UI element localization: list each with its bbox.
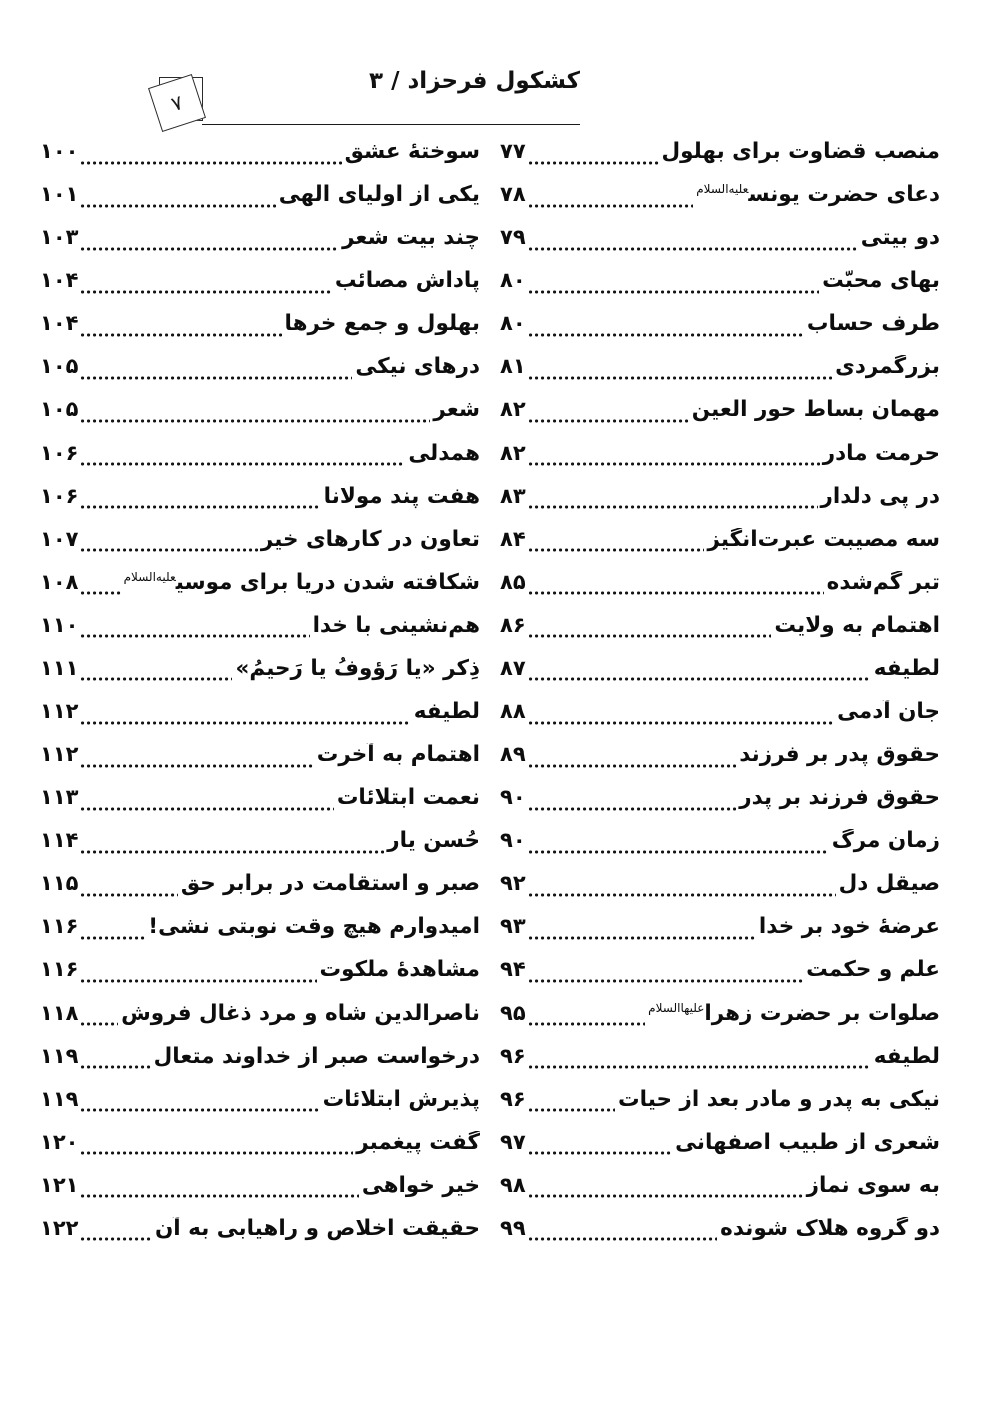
toc-dot-leader (529, 1231, 718, 1245)
toc-entry-page-number: ۱۰۱ (40, 183, 79, 207)
toc-entry[interactable] (40, 140, 480, 183)
toc-dot-leader (81, 155, 341, 169)
toc-dot-leader (529, 671, 871, 685)
toc-entry[interactable] (500, 1217, 940, 1260)
toc-entry-title: شکافته شدن دریا برای موسی$^{علیه‌السلام}$ (123, 570, 480, 595)
toc-entry-page-number: ۱۰۵ (40, 398, 79, 422)
toc-dot-leader (81, 1188, 358, 1202)
page-header (150, 62, 580, 142)
toc-entry[interactable] (40, 442, 480, 485)
toc-dot-leader (529, 155, 659, 169)
toc-entry-page-number: ۱۰۶ (40, 441, 79, 465)
toc-entry-page-number: ۱۰۳ (40, 226, 79, 250)
toc-entry[interactable] (500, 140, 940, 183)
toc-dot-leader (529, 499, 818, 513)
toc-entry-page-number: ۱۱۳ (40, 786, 79, 810)
toc-entry[interactable] (40, 269, 480, 312)
toc-entry-title: نعمت ابتلائات (336, 786, 480, 811)
toc-entry[interactable] (40, 1088, 480, 1131)
toc-entry-page-number: ۱۰۰ (40, 140, 79, 163)
toc-column-left (40, 140, 480, 1260)
toc-entry-title: شعری از طبیب اصفهانی (675, 1130, 940, 1155)
toc-entry[interactable] (500, 1002, 940, 1045)
toc-dot-leader (529, 542, 705, 556)
toc-entry-title: پاداش مصائب (334, 269, 480, 294)
toc-entry-title: اهتمام به آخرت (316, 743, 480, 768)
toc-dot-leader (81, 930, 145, 944)
toc-entry[interactable] (40, 1217, 480, 1260)
toc-entry-title: صیقل دل (838, 872, 940, 897)
toc-entry[interactable] (40, 1002, 480, 1045)
toc-entry-title: درهای نیکی (355, 355, 480, 380)
toc-entry[interactable] (40, 485, 480, 528)
toc-entry[interactable] (40, 355, 480, 398)
toc-entry-page-number: ۹۰ (500, 829, 526, 853)
honorific-mark: علیهاالسلام (648, 1001, 705, 1015)
toc-dot-leader (529, 1102, 615, 1116)
toc-entry-page-number: ۸۰ (500, 269, 526, 293)
toc-dot-leader (81, 1059, 150, 1073)
toc-dot-leader (529, 585, 824, 599)
toc-dot-leader (81, 1145, 353, 1159)
toc-dot-leader (529, 1145, 673, 1159)
toc-entry-page-number: ۸۴ (500, 527, 526, 551)
toc-entry-title: دو بیتی (860, 226, 940, 251)
toc-entry-title: حُسن یار (387, 829, 480, 854)
toc-entry-page-number: ۸۹ (500, 743, 526, 767)
toc-entry-title: لطیفه (873, 656, 940, 681)
toc-entry-title: هم‌نشینی با خدا (312, 613, 480, 638)
toc-entry[interactable] (40, 657, 480, 700)
toc-entry-title: تبر گم‌شده (826, 570, 940, 595)
toc-entry[interactable] (40, 1131, 480, 1174)
toc-entry[interactable] (500, 1045, 940, 1088)
toc-entry-title: دو گروه هلاک شونده (720, 1216, 940, 1241)
toc-dot-leader (529, 930, 756, 944)
toc-entry[interactable] (500, 226, 940, 269)
toc-entry-title: ذِکر «یا رَؤوفُ یا رَحیمُ» (235, 656, 480, 681)
toc-entry[interactable] (40, 571, 480, 614)
toc-entry-page-number: ۸۳ (500, 484, 526, 508)
toc-entry-title: اهتمام به ولایت (774, 613, 940, 638)
toc-dot-leader (81, 327, 281, 341)
toc-entry[interactable] (40, 1045, 480, 1088)
toc-dot-leader (529, 198, 694, 212)
toc-entry-title: در پی دلدار (820, 484, 940, 509)
toc-entry-title: بهلول و جمع خرها (284, 312, 480, 337)
toc-entry-page-number: ۱۱۶ (40, 958, 79, 982)
toc-entry[interactable] (500, 958, 940, 1001)
toc-entry[interactable] (500, 1131, 940, 1174)
toc-entry-page-number: ۸۶ (500, 613, 526, 637)
toc-entry[interactable] (500, 743, 940, 786)
toc-entry[interactable] (500, 355, 940, 398)
toc-entry-page-number: ۸۱ (500, 355, 526, 379)
toc-entry-page-number: ۱۱۹ (40, 1044, 79, 1068)
toc-entry[interactable] (500, 614, 940, 657)
toc-entry-title: مشاهدۀ ملکوت (319, 958, 480, 983)
toc-entry-title: صلوات بر حضرت زهرا$^{علیهاالسلام}$ (648, 1001, 940, 1026)
toc-dot-leader (529, 628, 772, 642)
toc-entry[interactable] (40, 226, 480, 269)
toc-entry-title: شعر (433, 398, 480, 423)
toc-entry-page-number: ۱۰۸ (40, 570, 79, 594)
toc-dot-leader (529, 887, 836, 901)
toc-dot-leader (81, 542, 257, 556)
toc-dot-leader (81, 499, 320, 513)
toc-dot-leader (81, 715, 410, 729)
toc-entry-page-number: ۸۸ (500, 700, 526, 724)
toc-entry[interactable] (500, 1174, 940, 1217)
toc-entry-page-number: ۷۹ (500, 226, 526, 250)
toc-entry[interactable] (500, 786, 940, 829)
toc-dot-leader (529, 284, 819, 298)
toc-entry-page-number: ۹۷ (500, 1130, 526, 1154)
toc-dot-leader (81, 844, 384, 858)
toc-entry[interactable] (40, 183, 480, 226)
honorific-mark: علیه‌السلام (696, 183, 749, 197)
toc-dot-leader (529, 1016, 646, 1030)
toc-entry-title: لطیفه (413, 700, 480, 725)
toc-entry-title: حقیقت اخلاص و راهیابی به آن (154, 1216, 480, 1241)
toc-entry-title: بزرگمردی (835, 355, 940, 380)
toc-entry-page-number: ۱۱۱ (40, 656, 79, 680)
toc-entry-page-number: ۱۲۱ (40, 1173, 79, 1197)
toc-entry-page-number: ۱۱۵ (40, 872, 79, 896)
toc-entry[interactable] (500, 915, 940, 958)
toc-entry-page-number: ۸۰ (500, 312, 526, 336)
toc-entry[interactable] (500, 312, 940, 355)
toc-entry-title: پذیرش ابتلائات (322, 1087, 480, 1112)
toc-entry-page-number: ۱۲۲ (40, 1216, 79, 1240)
toc-entry[interactable] (40, 398, 480, 441)
toc-entry[interactable] (40, 872, 480, 915)
toc-entry-title: درخواست صبر از خداوند متعال (153, 1044, 480, 1069)
toc-entry-page-number: ۸۲ (500, 398, 526, 422)
toc-entry-title: علم و حکمت (806, 958, 940, 983)
toc-entry[interactable] (500, 485, 940, 528)
toc-entry-page-number: ۹۸ (500, 1173, 526, 1197)
page-number: ۷ (168, 89, 186, 117)
toc-entry[interactable] (500, 528, 940, 571)
toc-dot-leader (529, 1059, 871, 1073)
toc-entry-title: دعای حضرت یونس$^{علیه‌السلام}$ (696, 183, 940, 208)
toc-dot-leader (81, 585, 120, 599)
toc-dot-leader (81, 887, 177, 901)
toc-entry-page-number: ۱۱۴ (40, 829, 79, 853)
toc-entry[interactable] (40, 528, 480, 571)
toc-dot-leader (81, 973, 316, 987)
toc-entry[interactable] (40, 614, 480, 657)
toc-entry-title: طرف حساب (806, 312, 940, 337)
toc-dot-leader (81, 1016, 118, 1030)
toc-entry-page-number: ۱۰۴ (40, 269, 79, 293)
toc-entry-title: زمان مرگ (831, 829, 940, 854)
toc-entry-page-number: ۱۰۷ (40, 527, 79, 551)
toc-dot-leader (81, 198, 275, 212)
toc-entry-title: یکی از اولیای الهی (278, 183, 480, 208)
toc-entry-title: نیکی به پدر و مادر بعد از حیات (618, 1087, 940, 1112)
toc-dot-leader (529, 715, 834, 729)
header-divider (202, 124, 580, 125)
toc-entry[interactable] (40, 312, 480, 355)
toc-entry-page-number: ۱۱۲ (40, 700, 79, 724)
toc-entry-title: به سوی نماز (806, 1173, 940, 1198)
toc-entry-page-number: ۱۲۰ (40, 1130, 79, 1154)
toc-dot-leader (529, 370, 833, 384)
toc-entry-title: عرضۀ خود بر خدا (758, 915, 940, 940)
toc-entry-page-number: ۹۴ (500, 958, 526, 982)
toc-entry[interactable] (500, 183, 940, 226)
toc-entry[interactable] (40, 829, 480, 872)
toc-entry-page-number: ۹۰ (500, 786, 526, 810)
honorific-mark: علیه‌السلام (123, 570, 176, 584)
toc-dot-leader (81, 456, 405, 470)
toc-entry-page-number: ۱۱۸ (40, 1001, 79, 1025)
toc-entry-page-number: ۷۷ (500, 140, 526, 163)
table-of-contents (0, 140, 1000, 1260)
toc-entry-title: هفت پند مولانا (323, 484, 480, 509)
toc-entry[interactable] (40, 1174, 480, 1217)
toc-entry-page-number: ۸۷ (500, 656, 526, 680)
toc-entry-page-number: ۸۵ (500, 570, 526, 594)
toc-entry-title: همدلی (408, 441, 480, 466)
toc-entry[interactable] (500, 657, 940, 700)
toc-entry[interactable] (40, 958, 480, 1001)
toc-entry-title: تعاون در کارهای خیر (260, 527, 480, 552)
toc-dot-leader (529, 456, 820, 470)
toc-entry-title: ناصرالدین شاه و مرد ذغال فروش (121, 1001, 480, 1026)
toc-entry-title: خیر خواهی (361, 1173, 480, 1198)
toc-entry[interactable] (500, 269, 940, 312)
toc-dot-leader (529, 1188, 804, 1202)
toc-entry-title: چند بیت شعر (342, 226, 480, 251)
toc-entry-title: صبر و استقامت در برابر حق (180, 872, 480, 897)
toc-entry-title: حرمت مادر (822, 441, 940, 466)
toc-dot-leader (81, 628, 309, 642)
toc-entry-title: منصب قضاوت برای بهلول (661, 140, 940, 164)
toc-dot-leader (81, 671, 232, 685)
toc-entry-title: گفت پیغمبر (356, 1130, 480, 1155)
toc-dot-leader (81, 284, 331, 298)
toc-entry[interactable] (40, 743, 480, 786)
toc-dot-leader (529, 973, 804, 987)
toc-entry-title: حقوق فرزند بر پدر (739, 786, 940, 811)
toc-dot-leader (529, 844, 829, 858)
toc-entry[interactable] (500, 1088, 940, 1131)
toc-entry-page-number: ۱۱۹ (40, 1087, 79, 1111)
toc-entry[interactable] (500, 829, 940, 872)
toc-dot-leader (81, 413, 430, 427)
toc-dot-leader (81, 1231, 152, 1245)
toc-dot-leader (81, 241, 339, 255)
toc-entry-page-number: ۱۱۶ (40, 915, 79, 939)
toc-entry[interactable] (40, 700, 480, 743)
toc-entry-title: جان آدمی (837, 700, 940, 725)
toc-entry-page-number: ۹۲ (500, 872, 526, 896)
toc-entry[interactable] (500, 398, 940, 441)
toc-entry-title: بهای محبّت (822, 269, 940, 294)
toc-entry-title: سوختۀ عشق (344, 140, 480, 164)
toc-entry-page-number: ۱۰۴ (40, 312, 79, 336)
toc-entry[interactable] (500, 442, 940, 485)
toc-entry-page-number: ۱۰۶ (40, 484, 79, 508)
toc-entry[interactable] (40, 915, 480, 958)
toc-entry-page-number: ۹۹ (500, 1216, 526, 1240)
toc-entry-title: حقوق پدر بر فرزند (739, 743, 940, 768)
toc-entry-page-number: ۹۵ (500, 1001, 526, 1025)
toc-dot-leader (529, 801, 737, 815)
toc-entry-title: لطیفه (873, 1044, 940, 1069)
toc-dot-leader (529, 758, 737, 772)
toc-entry-page-number: ۹۳ (500, 915, 526, 939)
page-number-emblem (150, 70, 212, 132)
toc-entry-page-number: ۱۰۵ (40, 355, 79, 379)
toc-dot-leader (81, 758, 313, 772)
toc-entry-title: مهمان بساط حور العین (691, 398, 940, 423)
toc-entry-page-number: ۱۱۲ (40, 743, 79, 767)
book-title: کشکول فرحزاد / ۳ (369, 68, 580, 94)
toc-dot-leader (81, 370, 352, 384)
toc-column-right (500, 140, 940, 1260)
toc-dot-leader (81, 1102, 319, 1116)
toc-dot-leader (529, 413, 689, 427)
toc-entry-page-number: ۹۶ (500, 1087, 526, 1111)
toc-entry-page-number: ۸۲ (500, 441, 526, 465)
toc-entry-title: امیدوارم هیچ وقت نوبتی نشی! (148, 915, 480, 940)
toc-dot-leader (81, 801, 333, 815)
toc-entry[interactable] (500, 872, 940, 915)
toc-entry[interactable] (500, 700, 940, 743)
toc-entry[interactable] (500, 571, 940, 614)
toc-dot-leader (529, 327, 804, 341)
toc-dot-leader (529, 241, 858, 255)
toc-entry-title: سه مصیبت عبرت‌انگیز (707, 527, 940, 552)
toc-entry-page-number: ۷۸ (500, 183, 526, 207)
toc-entry-page-number: ۹۶ (500, 1044, 526, 1068)
toc-entry[interactable] (40, 786, 480, 829)
toc-entry-page-number: ۱۱۰ (40, 613, 79, 637)
